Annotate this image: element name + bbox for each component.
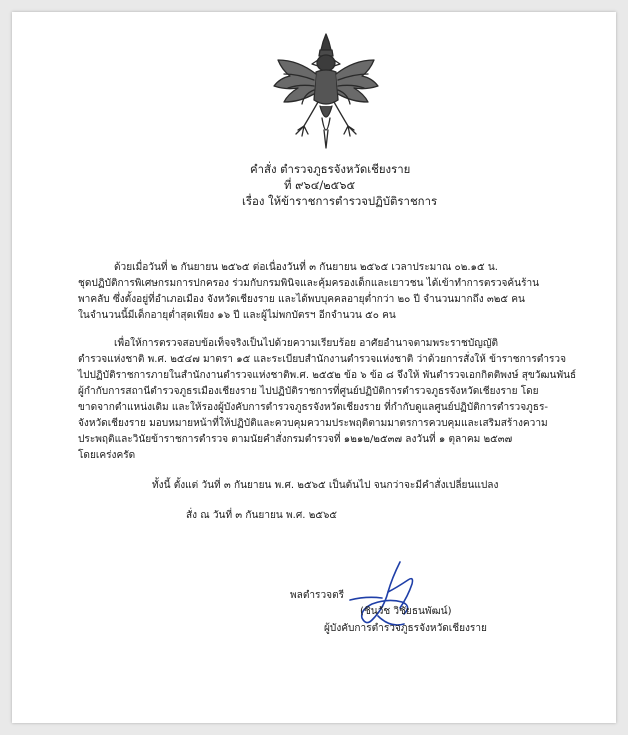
paragraph-line: โดยเคร่งครัด xyxy=(78,450,136,461)
paragraph-line: ด้วยเมื่อวันที่ ๒ กันยายน ๒๕๖๕ ต่อเนื่องวันที่ ๓ กันยายน ๒๕๖๕ เวลาประมาณ ๐๒.๑๕ น. xyxy=(114,262,498,273)
paragraph-line: ในจำนวนนี้มีเด็กอายุต่ำสุดเพียง ๑๖ ปี และผู้ไม่พกบัตรฯ อีกจำนวน ๕๐ คน xyxy=(78,310,396,321)
paragraph-line: เพื่อให้การตรวจสอบข้อเท็จจริงเป็นไปด้วยความเรียบร้อย อาศัยอำนาจตามพระราชบัญญัติ xyxy=(114,338,499,349)
paragraph-line: ผู้กำกับการสถานีตำรวจภูธรเมืองเชียงราย ไปปฏิบัติราชการที่ศูนย์ปฏิบัติการตำรวจภูธรจังหวัดเชียงราย โดย xyxy=(78,386,539,397)
garuda-emblem xyxy=(268,30,384,152)
signer-rank: พลตำรวจตรี xyxy=(290,590,345,601)
paragraph-line: ไปปฏิบัติราชการภายในสำนักงานตำรวจแห่งชาติพ.ศ. ๒๕๕๒ ข้อ ๖ ข้อ ๘ จึงให้ พันตำรวจเอกกิตติพงษ์ สุขวัฒนพันธ์ xyxy=(78,370,577,381)
signer-position: ผู้บังคับการตำรวจภูธรจังหวัดเชียงราย xyxy=(324,623,487,634)
order-header xyxy=(12,161,616,209)
paragraph-line: ตำรวจแห่งชาติ พ.ศ. ๒๕๔๗ มาตรา ๑๕ และระเบียบสำนักงานตำรวจแห่งชาติ ว่าด้วยการสั่งให้ ข้าราชการตำรวจ xyxy=(78,354,566,365)
paragraph-line: พาคลับ ซึ่งตั้งอยู่ที่อำเภอเมือง จังหวัดเชียงราย และได้พบบุคคลอายุต่ำกว่า ๒๐ ปี จำนวนมากถึง ๓๒๕ คน xyxy=(78,294,525,305)
paragraph-line: ขาดจากตำแหน่งเดิม และให้รองผู้บังคับการตำรวจภูธรจังหวัดเชียงราย ที่กำกับดูแลศูนย์ปฏิบัติการตำรวจภูธร- xyxy=(78,402,549,413)
paragraph-line: จังหวัดเชียงราย มอบหมายหน้าที่ให้ปฏิบัติและควบคุมความประพฤติตามมาตรการควบคุมและเสริมสร้างความ xyxy=(78,418,548,429)
paragraph-line: ชุดปฏิบัติการพิเศษกรมการปกครอง ร่วมกับกรมพินิจและคุ้มครองเด็กและเยาวชน ได้เข้าทำการตรวจค้นร้าน xyxy=(78,278,540,289)
document-page xyxy=(12,12,616,723)
order-subject: เรื่อง ให้ข้าราชการตำรวจปฏิบัติราชการ xyxy=(242,194,438,208)
order-date: สั่ง ณ วันที่ ๓ กันยายน พ.ศ. ๒๕๖๕ xyxy=(186,510,338,521)
paragraph-line: ประพฤติและวินัยข้าราชการตำรวจ ตามนัยคำสั่งกรมตำรวจที่ ๑๒๑๒/๒๕๓๗ ลงวันที่ ๑ ตุลาคม ๒๕๓๗ xyxy=(78,434,513,445)
handwritten-signature xyxy=(342,558,432,634)
order-title: คำสั่ง ตำรวจภูธรจังหวัดเชียงราย xyxy=(250,162,411,176)
signer-name: (ชินวัช วิชัยธนพัฒน์) xyxy=(360,606,452,617)
order-number: ที่ ๙๖๔/๒๕๖๕ xyxy=(284,178,356,192)
effective-date: ทั้งนี้ ตั้งแต่ วันที่ ๓ กันยายน พ.ศ. ๒๕๖๕ เป็นต้นไป จนกว่าจะมีคำสั่งเปลี่ยนแปลง xyxy=(152,480,499,491)
